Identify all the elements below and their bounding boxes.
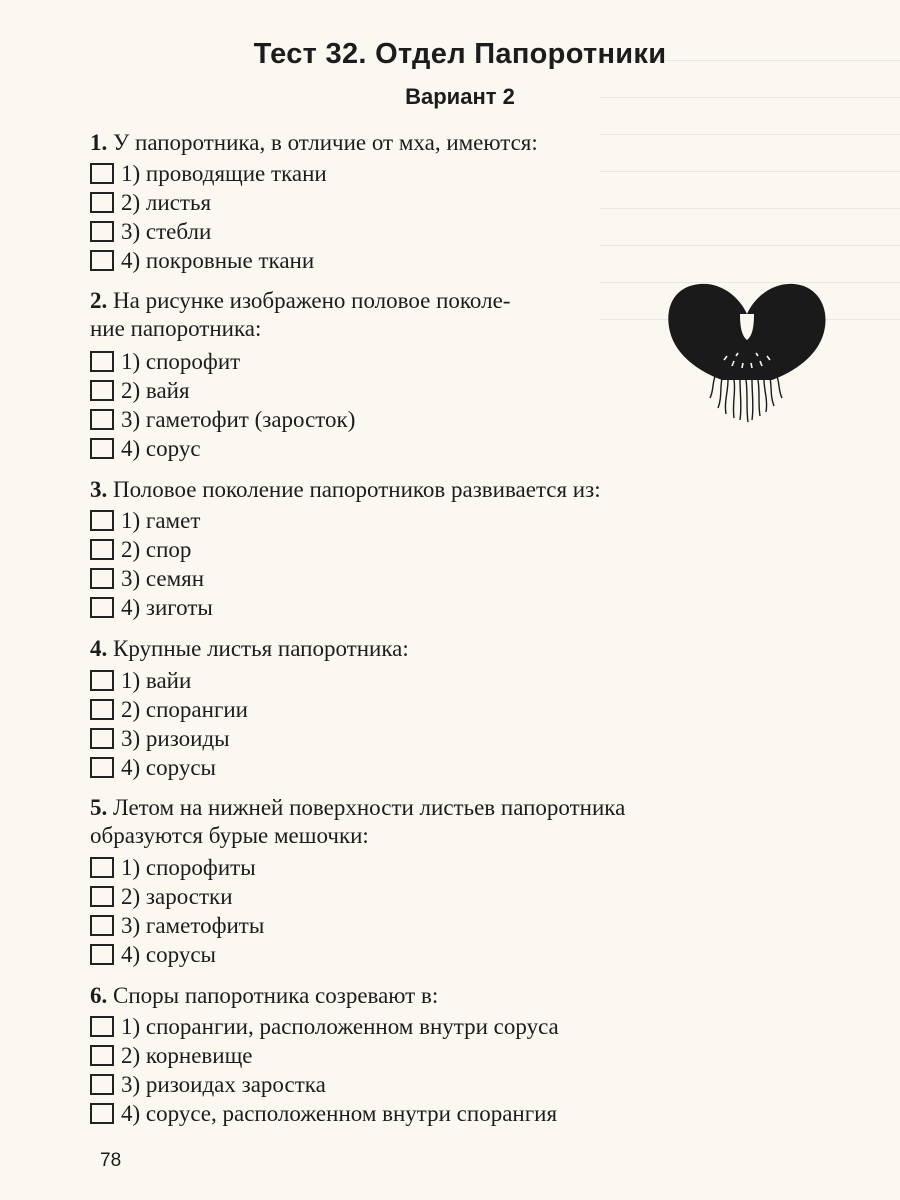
question-2-options bbox=[90, 347, 355, 463]
option-label: 2) спорангии bbox=[121, 696, 248, 722]
option-label: 2) заростки bbox=[121, 883, 233, 909]
question-5-options bbox=[90, 853, 264, 969]
answer-option[interactable] bbox=[90, 911, 264, 940]
question-number: 4. bbox=[90, 636, 108, 661]
option-label: 2) спор bbox=[121, 536, 192, 562]
option-label: 3) гаметофит (заросток) bbox=[121, 406, 356, 432]
answer-checkbox[interactable] bbox=[90, 380, 114, 401]
question-number: 1. bbox=[90, 130, 108, 155]
answer-option[interactable] bbox=[90, 347, 355, 376]
option-label: 4) сорусы bbox=[121, 941, 216, 967]
answer-option[interactable] bbox=[90, 1041, 559, 1070]
question-4-options bbox=[90, 666, 248, 782]
answer-checkbox[interactable] bbox=[90, 1016, 114, 1037]
question-5 bbox=[90, 794, 625, 850]
answer-checkbox[interactable] bbox=[90, 568, 114, 589]
answer-checkbox[interactable] bbox=[90, 539, 114, 560]
option-label: 3) ризоидах заростка bbox=[121, 1071, 326, 1097]
answer-checkbox[interactable] bbox=[90, 944, 114, 965]
answer-option[interactable] bbox=[90, 506, 213, 535]
answer-option[interactable] bbox=[90, 882, 264, 911]
page-number: 78 bbox=[100, 1150, 122, 1171]
answer-checkbox[interactable] bbox=[90, 438, 114, 459]
answer-checkbox[interactable] bbox=[90, 163, 114, 184]
option-label: 3) гаметофиты bbox=[121, 912, 265, 938]
question-text-line-2: ние папоротника: bbox=[90, 316, 262, 341]
answer-option[interactable] bbox=[90, 188, 327, 217]
question-2 bbox=[90, 287, 510, 343]
question-number: 6. bbox=[90, 983, 108, 1008]
question-number: 2. bbox=[90, 288, 108, 313]
option-label: 4) зиготы bbox=[121, 594, 213, 620]
answer-checkbox[interactable] bbox=[90, 1103, 114, 1124]
answer-checkbox[interactable] bbox=[90, 597, 114, 618]
answer-option[interactable] bbox=[90, 666, 248, 695]
option-label: 1) спорангии, расположенном внутри соруса bbox=[121, 1013, 559, 1039]
option-label: 4) сорусе, расположенном внутри спорангия bbox=[121, 1100, 558, 1126]
question-3-options bbox=[90, 506, 213, 622]
option-label: 4) покровные ткани bbox=[121, 247, 315, 273]
option-label: 2) вайя bbox=[121, 377, 190, 403]
answer-checkbox[interactable] bbox=[90, 351, 114, 372]
question-1 bbox=[90, 129, 538, 157]
answer-checkbox[interactable] bbox=[90, 510, 114, 531]
answer-checkbox[interactable] bbox=[90, 886, 114, 907]
option-label: 3) стебли bbox=[121, 218, 212, 244]
answer-checkbox[interactable] bbox=[90, 757, 114, 778]
answer-option[interactable] bbox=[90, 1012, 559, 1041]
option-label: 2) листья bbox=[121, 189, 212, 215]
option-label: 4) сорус bbox=[121, 435, 201, 461]
question-number: 3. bbox=[90, 477, 108, 502]
answer-checkbox[interactable] bbox=[90, 670, 114, 691]
answer-checkbox[interactable] bbox=[90, 1074, 114, 1095]
option-label: 1) спорофиты bbox=[121, 854, 256, 880]
question-text-line-2: образуются бурые мешочки: bbox=[90, 823, 369, 848]
answer-checkbox[interactable] bbox=[90, 192, 114, 213]
answer-option[interactable] bbox=[90, 246, 327, 275]
question-6-options bbox=[90, 1012, 559, 1128]
question-text-line-1: На рисунке изображено половое поколе- bbox=[113, 288, 511, 313]
question-number: 5. bbox=[90, 795, 108, 820]
answer-option[interactable] bbox=[90, 593, 213, 622]
answer-checkbox[interactable] bbox=[90, 699, 114, 720]
question-text: Споры папоротника созревают в: bbox=[113, 983, 439, 1008]
answer-option[interactable] bbox=[90, 853, 264, 882]
gametophyte-illustration bbox=[662, 276, 832, 426]
question-6 bbox=[90, 982, 438, 1010]
answer-option[interactable] bbox=[90, 753, 248, 782]
question-text: У папоротника, в отличие от мха, имеются: bbox=[113, 130, 538, 155]
option-label: 1) вайи bbox=[121, 667, 192, 693]
option-label: 2) корневище bbox=[121, 1042, 253, 1068]
question-text-line-1: Летом на нижней поверхности листьев папоротника bbox=[113, 795, 626, 820]
question-text: Крупные листья папоротника: bbox=[113, 636, 409, 661]
option-label: 1) спорофит bbox=[121, 348, 241, 374]
answer-option[interactable] bbox=[90, 376, 355, 405]
variant-heading: Вариант 2 bbox=[405, 84, 515, 109]
answer-option[interactable] bbox=[90, 535, 213, 564]
answer-checkbox[interactable] bbox=[90, 915, 114, 936]
question-text: Половое поколение папоротников развивается из: bbox=[113, 477, 601, 502]
answer-option[interactable] bbox=[90, 405, 355, 434]
answer-checkbox[interactable] bbox=[90, 1045, 114, 1066]
answer-checkbox[interactable] bbox=[90, 250, 114, 271]
answer-option[interactable] bbox=[90, 1070, 559, 1099]
question-3 bbox=[90, 476, 601, 504]
answer-checkbox[interactable] bbox=[90, 728, 114, 749]
answer-option[interactable] bbox=[90, 159, 327, 188]
answer-checkbox[interactable] bbox=[90, 221, 114, 242]
option-label: 3) ризоиды bbox=[121, 725, 230, 751]
answer-option[interactable] bbox=[90, 217, 327, 246]
answer-option[interactable] bbox=[90, 1099, 559, 1128]
answer-option[interactable] bbox=[90, 724, 248, 753]
question-1-options bbox=[90, 159, 327, 275]
answer-checkbox[interactable] bbox=[90, 409, 114, 430]
option-label: 4) сорусы bbox=[121, 754, 216, 780]
answer-option[interactable] bbox=[90, 434, 355, 463]
answer-checkbox[interactable] bbox=[90, 857, 114, 878]
question-4 bbox=[90, 635, 409, 663]
option-label: 1) гамет bbox=[121, 507, 201, 533]
answer-option[interactable] bbox=[90, 940, 264, 969]
answer-option[interactable] bbox=[90, 695, 248, 724]
answer-option[interactable] bbox=[90, 564, 213, 593]
option-label: 1) проводящие ткани bbox=[121, 160, 327, 186]
option-label: 3) семян bbox=[121, 565, 205, 591]
test-title: Тест 32. Отдел Папоротники bbox=[253, 38, 667, 70]
